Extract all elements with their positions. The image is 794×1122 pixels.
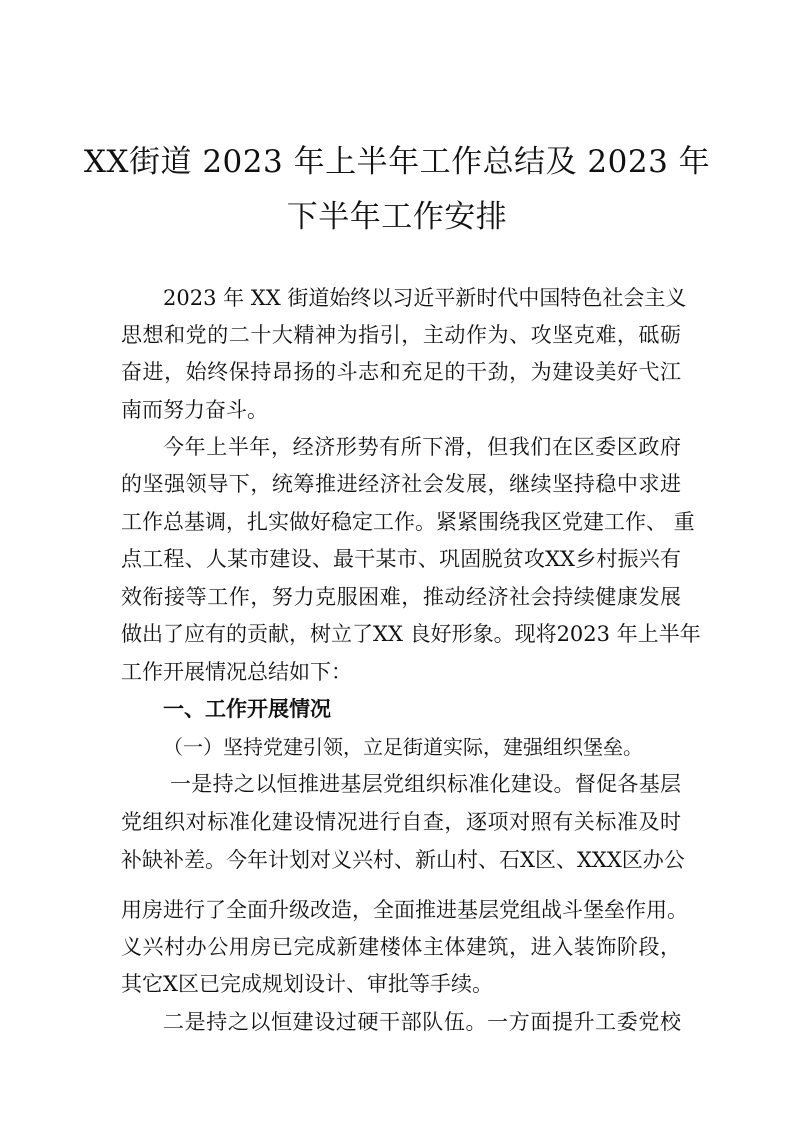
subsection-heading: （一）坚持党建引领，立足街道实际，建强组织堡垒。: [163, 735, 643, 759]
paragraph-line: 2023 年 XX 街道始终以习近平新时代中国特色社会主义: [163, 286, 687, 310]
paragraph-line: 南而努力奋斗。: [121, 398, 268, 422]
document-title-line-2: 下半年工作安排: [286, 199, 508, 235]
paragraph-line: 思想和党的二十大精神为指引，主动作为、攻坚克难，砥砺: [121, 323, 681, 347]
paragraph-line: 工作开展情况总结如下：: [121, 660, 352, 684]
paragraph-line: 党组织对标准化建设情况进行自查，逐项对照有关标准及时: [121, 810, 681, 834]
section-heading: 一、工作开展情况: [163, 697, 331, 721]
paragraph-line: 补缺补差。今年计划对义兴村、新山村、石X区、XXX区办公: [121, 848, 685, 872]
paragraph-line: 其它X区已完成规划设计、审批等手续。: [121, 972, 493, 996]
paragraph-line: 做出了应有的贡献，树立了XX 良好形象。现将2023 年上半年: [121, 622, 701, 646]
paragraph-line: 今年上半年，经济形势有所下滑，但我们在区委区政府: [163, 435, 681, 459]
paragraph-line: 点工程、人某市建设、最干某市、巩固脱贫攻XX乡村振兴有: [121, 547, 681, 571]
paragraph-line: 用房进行了全面升级改造，全面推进基层党组战斗堡垒作用。: [121, 898, 688, 922]
paragraph-line: 奋进，始终保持昂扬的斗志和充足的干劲，为建设美好弋江: [121, 360, 681, 384]
paragraph-line: 工作总基调，扎实做好稳定工作。紧紧围绕我区党建工作、 重: [121, 510, 695, 534]
paragraph-line: 义兴村办公用房已完成新建楼体主体建筑，进入装饰阶段，: [121, 935, 681, 959]
paragraph-line: 的坚强领导下，统筹推进经济社会发展，继续坚持稳中求进: [121, 472, 681, 496]
paragraph-line: 效衔接等工作，努力克服困难，推动经济社会持续健康发展: [121, 585, 681, 609]
paragraph-line: 一是持之以恒推进基层党组织标准化建设。督促各基层: [170, 772, 681, 796]
document-title-line-1: XX街道 2023 年上半年工作总结及 2023 年: [83, 144, 711, 180]
paragraph-line: 二是持之以恒建设过硬干部队伍。一方面提升工委党校: [163, 1010, 681, 1034]
